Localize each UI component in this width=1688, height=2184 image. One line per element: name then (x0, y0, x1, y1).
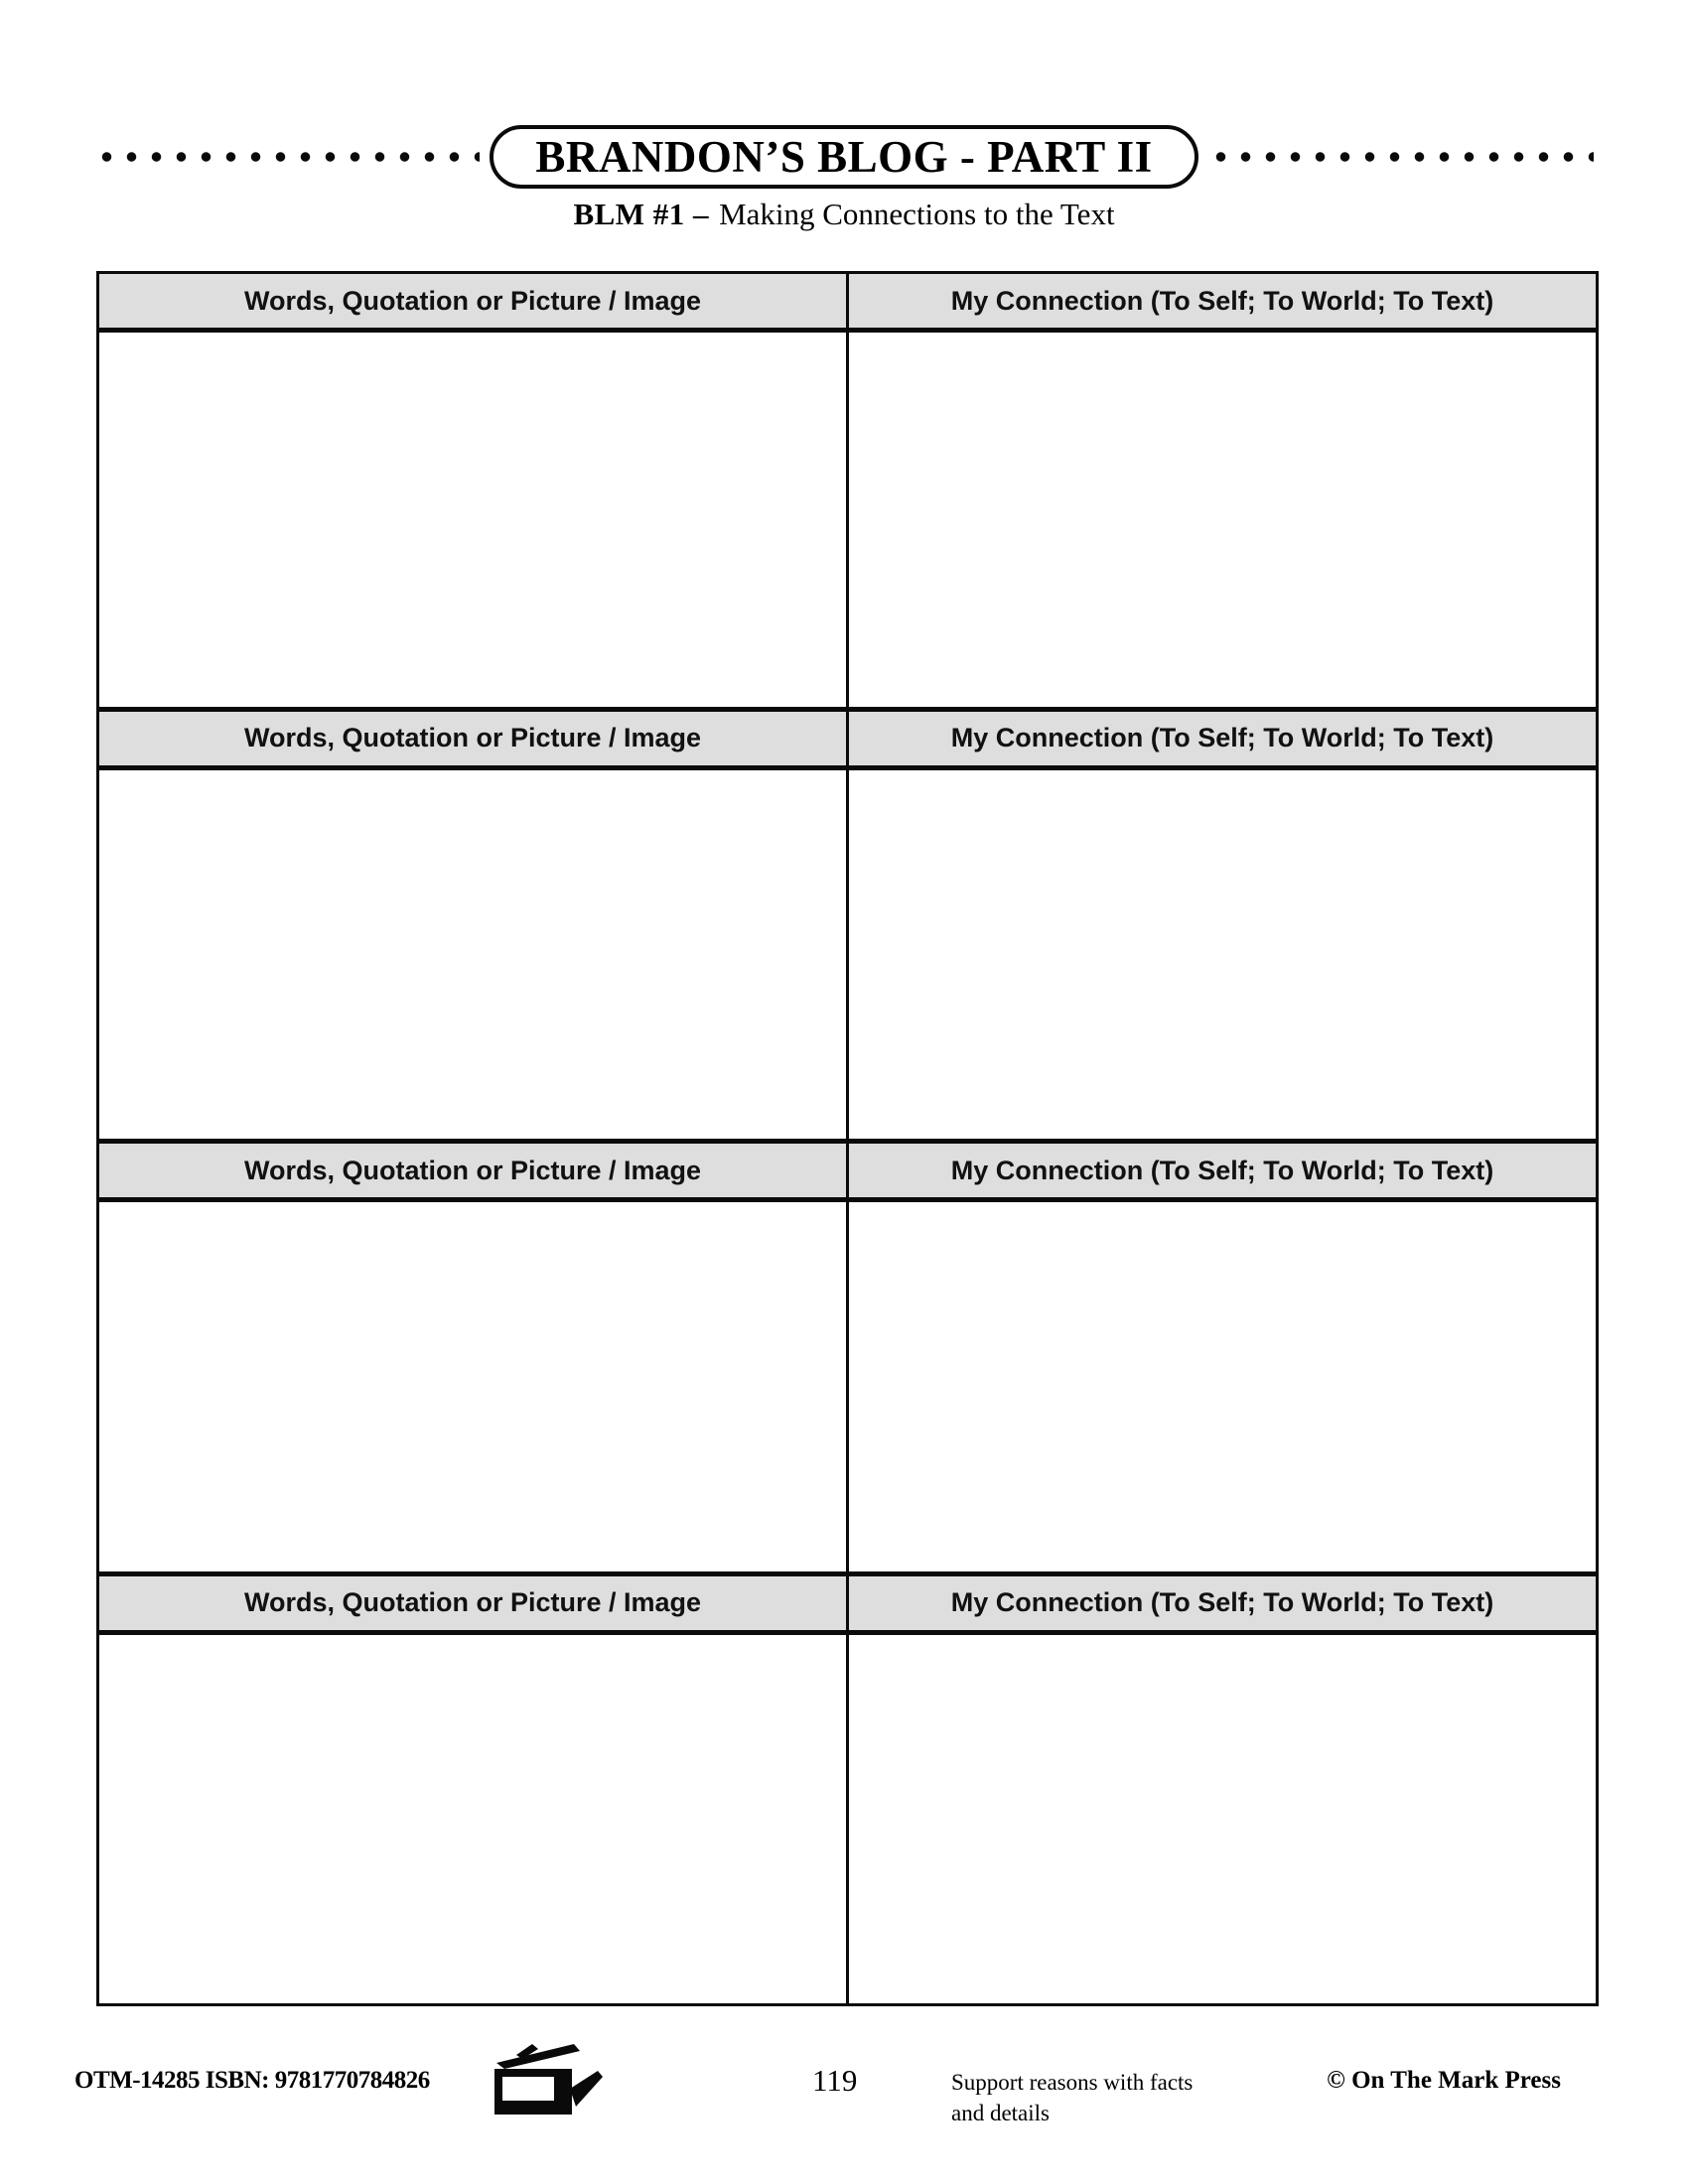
subtitle-text: Making Connections to the Text (719, 197, 1115, 231)
words-write-cell (99, 1202, 849, 1571)
dotted-line-right (1208, 152, 1594, 162)
header-row (99, 707, 1596, 770)
photocopier-icon (489, 2041, 606, 2120)
header-row (99, 1139, 1596, 1202)
table-section-3 (99, 1139, 1596, 1571)
skill-description (951, 2067, 1193, 2128)
connections-table (96, 271, 1599, 2006)
body-row (99, 1202, 1596, 1571)
page-title: BRANDON’S BLOG - PART II (490, 125, 1197, 189)
body-row (99, 333, 1596, 707)
connection-write-cell (849, 1202, 1596, 1571)
col-header-words: Words, Quotation or Picture / Image (99, 1144, 849, 1197)
words-write-cell (99, 333, 849, 707)
subtitle-blm-label: BLM #1 – (573, 197, 710, 231)
header-row (99, 274, 1596, 333)
dotted-line-left (94, 152, 480, 162)
title-banner (94, 125, 1594, 189)
header-row (99, 1571, 1596, 1635)
body-row (99, 770, 1596, 1140)
col-header-words: Words, Quotation or Picture / Image (99, 1576, 849, 1630)
col-header-connection: My Connection (To Self; To World; To Text) (950, 723, 1494, 752)
col-header-connection: My Connection (To Self; To World; To Text) (950, 1155, 1494, 1185)
table-section-2 (99, 707, 1596, 1140)
connection-write-cell (849, 1635, 1596, 2004)
connection-write-cell (849, 333, 1596, 707)
col-header-connection: My Connection (To Self; To World; To Text) (950, 285, 1494, 316)
subtitle (0, 197, 1688, 232)
words-write-cell (99, 1635, 849, 2004)
table-section-1 (99, 274, 1596, 707)
page-number: 119 (812, 2063, 858, 2098)
col-header-connection: My Connection (To Self; To World; To Text) (950, 1587, 1494, 1617)
table-section-4 (99, 1571, 1596, 2004)
connection-write-cell (849, 770, 1596, 1140)
skill-line-2: and details (951, 2101, 1050, 2125)
col-header-words: Words, Quotation or Picture / Image (99, 274, 849, 328)
body-row (99, 1635, 1596, 2004)
skill-line-1: Support reasons with facts (951, 2070, 1194, 2095)
words-write-cell (99, 770, 849, 1140)
col-header-words: Words, Quotation or Picture / Image (99, 712, 849, 765)
copyright: © On The Mark Press (1327, 2067, 1561, 2094)
footer-product-code: OTM-14285 ISBN: 9781770784826 (74, 2067, 430, 2094)
